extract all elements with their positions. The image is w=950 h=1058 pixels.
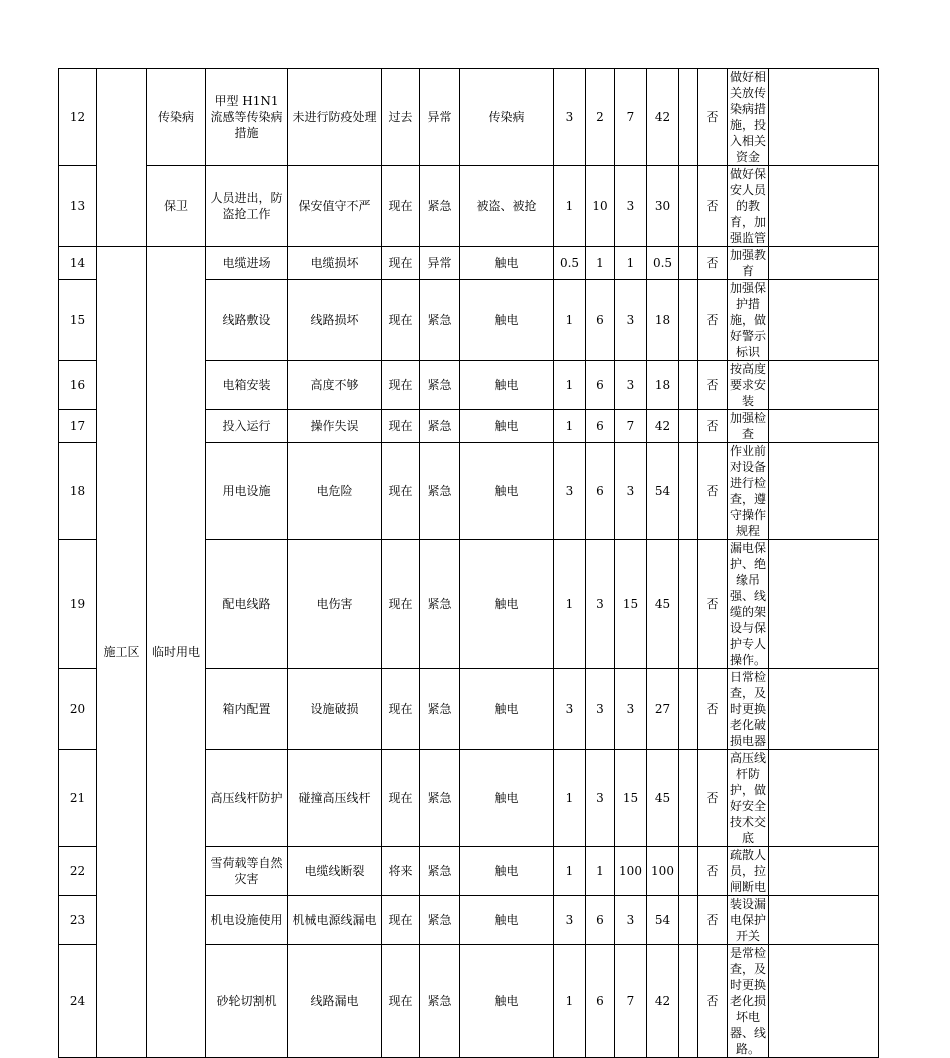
exposure-cell: 6 xyxy=(586,896,615,945)
hazard-cell: 碰撞高压线杆 xyxy=(288,750,382,847)
hazard-cell: 电伤害 xyxy=(288,540,382,669)
likelihood-cell: 1 xyxy=(554,410,586,443)
activity-cell: 用电设施 xyxy=(206,443,288,540)
empty-cell xyxy=(769,166,879,247)
exposure-cell: 6 xyxy=(586,361,615,410)
tense-cell: 过去 xyxy=(382,69,420,166)
activity-cell: 甲型 H1N1 流感等传染病措施 xyxy=(206,69,288,166)
control-measure-cell: 高压线杆防护，做好安全技术交底 xyxy=(728,750,769,847)
control-measure-cell: 做好保安人员的教育，加强监管 xyxy=(728,166,769,247)
state-cell: 紧急 xyxy=(420,280,460,361)
tense-cell: 现在 xyxy=(382,247,420,280)
tense-cell: 现在 xyxy=(382,945,420,1058)
tense-cell: 现在 xyxy=(382,410,420,443)
row-number-cell: 14 xyxy=(59,247,97,280)
hazard-cell: 保安值守不严 xyxy=(288,166,382,247)
hazard-cell: 电缆损坏 xyxy=(288,247,382,280)
major-risk-cell: 否 xyxy=(698,896,728,945)
control-measure-cell: 装设漏电保护开关 xyxy=(728,896,769,945)
state-cell: 紧急 xyxy=(420,945,460,1058)
consequence-score-cell: 3 xyxy=(615,669,647,750)
major-risk-cell: 否 xyxy=(698,361,728,410)
consequence-cell: 触电 xyxy=(460,540,554,669)
state-cell: 紧急 xyxy=(420,361,460,410)
tense-cell: 现在 xyxy=(382,750,420,847)
row-number-cell: 21 xyxy=(59,750,97,847)
consequence-cell: 被盗、被抢 xyxy=(460,166,554,247)
consequence-cell: 触电 xyxy=(460,280,554,361)
hazard-cell: 线路漏电 xyxy=(288,945,382,1058)
likelihood-cell: 1 xyxy=(554,847,586,896)
tense-cell: 现在 xyxy=(382,540,420,669)
tense-cell: 将来 xyxy=(382,847,420,896)
major-risk-cell: 否 xyxy=(698,945,728,1058)
likelihood-cell: 1 xyxy=(554,280,586,361)
empty-cell xyxy=(679,896,698,945)
empty-cell xyxy=(769,410,879,443)
area-cell: 施工区 xyxy=(97,247,147,1058)
row-number-cell: 16 xyxy=(59,361,97,410)
empty-cell xyxy=(769,669,879,750)
table-row xyxy=(59,166,879,247)
control-measure-cell: 漏电保护、绝缘吊强、线缆的架设与保护专人操作。 xyxy=(728,540,769,669)
consequence-cell: 触电 xyxy=(460,847,554,896)
empty-cell xyxy=(679,410,698,443)
empty-cell xyxy=(679,540,698,669)
empty-cell xyxy=(769,847,879,896)
likelihood-cell: 3 xyxy=(554,443,586,540)
consequence-cell: 传染病 xyxy=(460,69,554,166)
activity-cell: 箱内配置 xyxy=(206,669,288,750)
consequence-score-cell: 7 xyxy=(615,410,647,443)
exposure-cell: 6 xyxy=(586,410,615,443)
major-risk-cell: 否 xyxy=(698,280,728,361)
exposure-cell: 6 xyxy=(586,945,615,1058)
row-number-cell: 18 xyxy=(59,443,97,540)
activity-cell: 投入运行 xyxy=(206,410,288,443)
exposure-cell: 2 xyxy=(586,69,615,166)
table-row xyxy=(59,69,879,166)
empty-cell xyxy=(769,540,879,669)
table-row xyxy=(59,247,879,280)
empty-cell xyxy=(679,945,698,1058)
control-measure-cell: 是常检查，及时更换老化损坏电器、线路。 xyxy=(728,945,769,1058)
risk-score-cell: 18 xyxy=(647,361,679,410)
row-number-cell: 12 xyxy=(59,69,97,166)
risk-score-cell: 100 xyxy=(647,847,679,896)
control-measure-cell: 作业前对设备进行检查，遵守操作规程 xyxy=(728,443,769,540)
control-measure-cell: 日常检查，及时更换老化破损电器 xyxy=(728,669,769,750)
empty-cell xyxy=(679,669,698,750)
empty-cell xyxy=(679,280,698,361)
row-number-cell: 13 xyxy=(59,166,97,247)
category-cell: 临时用电 xyxy=(147,247,206,1058)
empty-cell xyxy=(769,443,879,540)
control-measure-cell: 按高度要求安装 xyxy=(728,361,769,410)
major-risk-cell: 否 xyxy=(698,750,728,847)
state-cell: 紧急 xyxy=(420,443,460,540)
consequence-cell: 触电 xyxy=(460,410,554,443)
empty-cell xyxy=(679,847,698,896)
empty-cell xyxy=(769,750,879,847)
row-number-cell: 24 xyxy=(59,945,97,1058)
row-number-cell: 15 xyxy=(59,280,97,361)
state-cell: 紧急 xyxy=(420,540,460,669)
likelihood-cell: 1 xyxy=(554,945,586,1058)
likelihood-cell: 1 xyxy=(554,361,586,410)
consequence-score-cell: 7 xyxy=(615,945,647,1058)
exposure-cell: 6 xyxy=(586,443,615,540)
risk-assessment-table xyxy=(58,68,879,1058)
hazard-cell: 未进行防疫处理 xyxy=(288,69,382,166)
major-risk-cell: 否 xyxy=(698,247,728,280)
state-cell: 紧急 xyxy=(420,847,460,896)
hazard-cell: 电缆线断裂 xyxy=(288,847,382,896)
likelihood-cell: 1 xyxy=(554,540,586,669)
activity-cell: 雪荷载等自然灾害 xyxy=(206,847,288,896)
risk-score-cell: 54 xyxy=(647,443,679,540)
likelihood-cell: 0.5 xyxy=(554,247,586,280)
risk-score-cell: 30 xyxy=(647,166,679,247)
activity-cell: 线路敷设 xyxy=(206,280,288,361)
empty-cell xyxy=(679,166,698,247)
state-cell: 异常 xyxy=(420,69,460,166)
risk-score-cell: 45 xyxy=(647,540,679,669)
major-risk-cell: 否 xyxy=(698,410,728,443)
exposure-cell: 10 xyxy=(586,166,615,247)
consequence-score-cell: 3 xyxy=(615,280,647,361)
exposure-cell: 3 xyxy=(586,750,615,847)
consequence-score-cell: 1 xyxy=(615,247,647,280)
state-cell: 紧急 xyxy=(420,410,460,443)
major-risk-cell: 否 xyxy=(698,847,728,896)
consequence-score-cell: 3 xyxy=(615,443,647,540)
exposure-cell: 3 xyxy=(586,540,615,669)
consequence-cell: 触电 xyxy=(460,750,554,847)
tense-cell: 现在 xyxy=(382,669,420,750)
activity-cell: 配电线路 xyxy=(206,540,288,669)
state-cell: 紧急 xyxy=(420,669,460,750)
consequence-score-cell: 15 xyxy=(615,540,647,669)
row-number-cell: 23 xyxy=(59,896,97,945)
consequence-score-cell: 3 xyxy=(615,166,647,247)
activity-cell: 电箱安装 xyxy=(206,361,288,410)
empty-cell xyxy=(679,443,698,540)
risk-score-cell: 27 xyxy=(647,669,679,750)
empty-cell xyxy=(679,69,698,166)
risk-score-cell: 45 xyxy=(647,750,679,847)
activity-cell: 人员进出，防盗抢工作 xyxy=(206,166,288,247)
tense-cell: 现在 xyxy=(382,280,420,361)
area-cell xyxy=(97,69,147,247)
exposure-cell: 6 xyxy=(586,280,615,361)
tense-cell: 现在 xyxy=(382,896,420,945)
likelihood-cell: 3 xyxy=(554,669,586,750)
hazard-cell: 设施破损 xyxy=(288,669,382,750)
activity-cell: 机电设施使用 xyxy=(206,896,288,945)
hazard-cell: 高度不够 xyxy=(288,361,382,410)
activity-cell: 砂轮切割机 xyxy=(206,945,288,1058)
control-measure-cell: 加强教育 xyxy=(728,247,769,280)
state-cell: 异常 xyxy=(420,247,460,280)
category-cell: 保卫 xyxy=(147,166,206,247)
major-risk-cell: 否 xyxy=(698,540,728,669)
hazard-cell: 电危险 xyxy=(288,443,382,540)
control-measure-cell: 加强检查 xyxy=(728,410,769,443)
risk-score-cell: 42 xyxy=(647,69,679,166)
risk-score-cell: 54 xyxy=(647,896,679,945)
control-measure-cell: 做好相关放传染病措施，投入相关资金 xyxy=(728,69,769,166)
major-risk-cell: 否 xyxy=(698,669,728,750)
consequence-cell: 触电 xyxy=(460,443,554,540)
likelihood-cell: 3 xyxy=(554,69,586,166)
consequence-score-cell: 100 xyxy=(615,847,647,896)
major-risk-cell: 否 xyxy=(698,69,728,166)
consequence-score-cell: 3 xyxy=(615,361,647,410)
activity-cell: 电缆进场 xyxy=(206,247,288,280)
consequence-cell: 触电 xyxy=(460,896,554,945)
tense-cell: 现在 xyxy=(382,166,420,247)
state-cell: 紧急 xyxy=(420,896,460,945)
empty-cell xyxy=(769,69,879,166)
consequence-cell: 触电 xyxy=(460,945,554,1058)
activity-cell: 高压线杆防护 xyxy=(206,750,288,847)
empty-cell xyxy=(769,280,879,361)
control-measure-cell: 疏散人员，拉闸断电 xyxy=(728,847,769,896)
hazard-cell: 机械电源线漏电 xyxy=(288,896,382,945)
category-cell: 传染病 xyxy=(147,69,206,166)
state-cell: 紧急 xyxy=(420,166,460,247)
risk-score-cell: 42 xyxy=(647,945,679,1058)
hazard-cell: 操作失误 xyxy=(288,410,382,443)
consequence-cell: 触电 xyxy=(460,361,554,410)
major-risk-cell: 否 xyxy=(698,443,728,540)
exposure-cell: 1 xyxy=(586,847,615,896)
row-number-cell: 17 xyxy=(59,410,97,443)
row-number-cell: 22 xyxy=(59,847,97,896)
consequence-cell: 触电 xyxy=(460,247,554,280)
risk-score-cell: 42 xyxy=(647,410,679,443)
exposure-cell: 3 xyxy=(586,669,615,750)
empty-cell xyxy=(769,361,879,410)
row-number-cell: 20 xyxy=(59,669,97,750)
state-cell: 紧急 xyxy=(420,750,460,847)
major-risk-cell: 否 xyxy=(698,166,728,247)
empty-cell xyxy=(769,247,879,280)
empty-cell xyxy=(679,247,698,280)
likelihood-cell: 1 xyxy=(554,750,586,847)
likelihood-cell: 1 xyxy=(554,166,586,247)
risk-score-cell: 18 xyxy=(647,280,679,361)
empty-cell xyxy=(679,750,698,847)
consequence-score-cell: 7 xyxy=(615,69,647,166)
hazard-cell: 线路损坏 xyxy=(288,280,382,361)
empty-cell xyxy=(769,945,879,1058)
likelihood-cell: 3 xyxy=(554,896,586,945)
empty-cell xyxy=(769,896,879,945)
consequence-score-cell: 15 xyxy=(615,750,647,847)
risk-score-cell: 0.5 xyxy=(647,247,679,280)
empty-cell xyxy=(679,361,698,410)
exposure-cell: 1 xyxy=(586,247,615,280)
tense-cell: 现在 xyxy=(382,443,420,540)
consequence-score-cell: 3 xyxy=(615,896,647,945)
row-number-cell: 19 xyxy=(59,540,97,669)
tense-cell: 现在 xyxy=(382,361,420,410)
consequence-cell: 触电 xyxy=(460,669,554,750)
control-measure-cell: 加强保护措施，做好警示标识 xyxy=(728,280,769,361)
